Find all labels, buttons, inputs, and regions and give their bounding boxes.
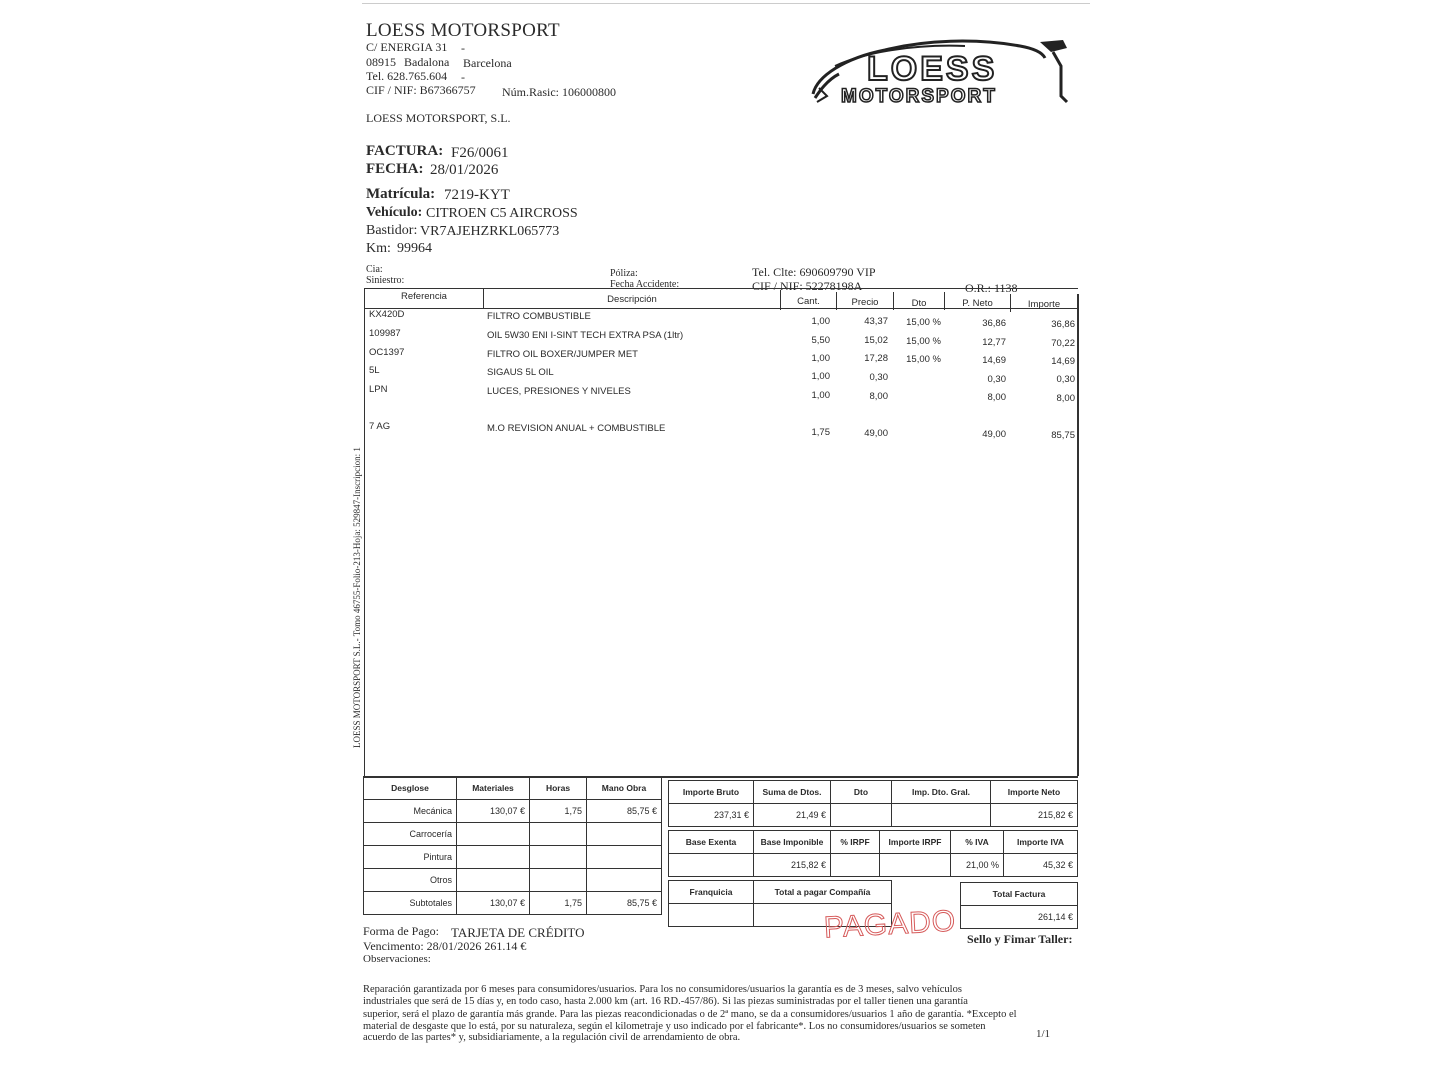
row-4-cant: 1,00 — [811, 371, 830, 382]
totals-table-1 — [668, 780, 1078, 827]
row-1-cant: 1,00 — [811, 316, 830, 327]
client-phone: Tel. Clte: 690609790 VIP — [752, 265, 876, 279]
total-factura-table — [960, 882, 1078, 929]
breakdown-row-materiales: 130,07 € — [457, 800, 530, 823]
breakdown-header-mano-obra: Mano Obra — [587, 777, 662, 800]
row-4-ref: 5L — [369, 365, 380, 376]
row-3-precio: 17,28 — [864, 353, 888, 364]
company-postcode: 08915 — [366, 55, 396, 69]
breakdown-row-horas: 1,75 — [530, 800, 587, 823]
row-4-importe: 0,30 — [1056, 374, 1075, 385]
breakdown-row-mano-obra — [587, 869, 662, 892]
street-separator: - — [461, 41, 465, 55]
matricula-label: Matrícula: — [366, 186, 436, 202]
header-dto-total: Dto — [831, 781, 892, 804]
header-importe-neto: Importe Neto — [991, 781, 1078, 804]
row-4-precio: 0,30 — [869, 372, 888, 383]
breakdown-row-label: Mecánica — [364, 800, 457, 823]
breakdown-row-mano-obra — [587, 846, 662, 869]
row-6-precio: 49,00 — [864, 428, 888, 439]
breakdown-row-horas — [530, 869, 587, 892]
breakdown-header-horas: Horas — [530, 777, 587, 800]
company-phone: Tel. 628.765.604 — [366, 69, 448, 83]
company-legal-name: LOESS MOTORSPORT, S.L. — [366, 111, 511, 125]
client-cif: CIF / NIF: 52278198A — [752, 279, 863, 293]
table-left-border — [364, 288, 365, 776]
header-referencia: Referencia — [401, 291, 447, 302]
logo-text-bottom: MOTORSPORT — [841, 86, 997, 107]
km-value: 99964 — [397, 241, 432, 256]
row-4-desc: SIGAUS 5L OIL — [487, 367, 554, 378]
row-1-importe: 36,86 — [1051, 319, 1075, 330]
header-precio: Precio — [851, 297, 879, 308]
km-label: Km: — [366, 241, 391, 256]
header-descripcion: Descripción — [607, 294, 657, 305]
breakdown-row-label: Otros — [364, 869, 457, 892]
breakdown-row-materiales — [457, 869, 530, 892]
row-1-desc: FILTRO COMBUSTIBLE — [487, 311, 591, 322]
fecha-label: FECHA: — [366, 161, 424, 177]
importe-iva-value: 45,32 € — [1004, 854, 1078, 877]
company-street: C/ ENERGIA 31 — [366, 40, 448, 54]
totals-table-2 — [668, 830, 1078, 877]
breakdown-row-horas — [530, 823, 587, 846]
legal-line-4: material de desgaste que lo está, por su naturaleza, según el kilometraje y uso indicado por el fabricante*. Los no consumidores/usuarios se someten — [363, 1021, 986, 1032]
header-cantidad: Cant. — [797, 296, 820, 307]
header-total-compania: Total a pagar Compañía — [754, 881, 892, 904]
legal-line-1: Reparación garantizada por 6 meses para consumidores/usuarios. Para los no consumidores/usuarios la garantía es de 3 meses, salvo vehículos — [363, 984, 962, 995]
vehiculo-value: CITROEN C5 AIRCROSS — [426, 206, 578, 221]
importe-bruto-value: 237,31 € — [669, 804, 754, 827]
header-importe-irpf: Importe IRPF — [880, 831, 951, 854]
company-city: Badalona — [404, 55, 450, 69]
row-6-ref: 7 AG — [369, 421, 391, 432]
imp-dto-gral-value — [892, 804, 991, 827]
row-6-desc: M.O REVISION ANUAL + COMBUSTIBLE — [487, 423, 666, 434]
company-cif: CIF / NIF: B67366757 — [366, 83, 476, 97]
header-p-neto: P. Neto — [962, 298, 993, 309]
breakdown-subtotal-horas: 1,75 — [530, 892, 587, 915]
forma-pago-value: TARJETA DE CRÉDITO — [451, 925, 585, 940]
row-5-ref: LPN — [369, 384, 388, 395]
total-factura-value: 261,14 € — [961, 906, 1078, 929]
irpf-percent-value — [831, 854, 880, 877]
table-right-border — [1077, 294, 1079, 776]
observaciones-label: Observaciones: — [363, 953, 431, 965]
pagado-stamp: PAGADO — [823, 904, 957, 945]
breakdown-row-mano-obra — [587, 823, 662, 846]
phone-separator: - — [461, 70, 465, 84]
importe-neto-value: 215,82 € — [991, 804, 1078, 827]
row-6-pneto: 49,00 — [982, 429, 1006, 440]
row-2-pneto: 12,77 — [982, 337, 1006, 348]
row-1-dto: 15,00 % — [906, 317, 941, 328]
dto-total-value — [831, 804, 892, 827]
header-iva-percent: % IVA — [951, 831, 1004, 854]
fecha-value: 28/01/2026 — [430, 162, 499, 178]
breakdown-row-materiales — [457, 846, 530, 869]
work-order-number: O.R.: 1138 — [965, 281, 1018, 295]
breakdown-subtotal-mano-obra: 85,75 € — [587, 892, 662, 915]
header-base-imponible: Base Imponible — [754, 831, 831, 854]
bastidor-label: Bastidor: — [366, 223, 418, 238]
breakdown-row-mano-obra: 85,75 € — [587, 800, 662, 823]
header-total-factura: Total Factura — [961, 883, 1078, 906]
header-base-exenta: Base Exenta — [669, 831, 754, 854]
row-4-pneto: 0,30 — [987, 374, 1006, 385]
factura-value: F26/0061 — [451, 145, 509, 161]
base-imponible-value: 215,82 € — [754, 854, 831, 877]
siniestro-label: Siniestro: — [366, 275, 405, 286]
page-number: 1/1 — [1036, 1028, 1051, 1040]
row-3-desc: FILTRO OIL BOXER/JUMPER MET — [487, 349, 638, 360]
header-importe-bruto: Importe Bruto — [669, 781, 754, 804]
row-6-cant: 1,75 — [811, 427, 830, 438]
registry-info: LOESS MOTORSPORT S.L.- Tomo 46755-Folio-213-Hoja: 529847-Inscripcion: 1 — [352, 447, 362, 748]
header-imp-dto-gral: Imp. Dto. Gral. — [892, 781, 991, 804]
franquicia-value — [669, 904, 754, 927]
legal-line-2: industriales que será de 15 días y, en todo caso, hasta 2.000 km (art. 16 RD.-457/86). Si las piezas suministradas por el taller tienen una garantía — [363, 996, 968, 1007]
header-importe-iva: Importe IVA — [1004, 831, 1078, 854]
sello-label: Sello y Fimar Taller: — [967, 932, 1073, 946]
row-6-importe: 85,75 — [1051, 430, 1075, 441]
iva-percent-value: 21,00 % — [951, 854, 1004, 877]
company-rasic: Núm.Rasic: 106000800 — [502, 85, 616, 99]
vencimiento: Vencimento: 28/01/2026 261.14 € — [363, 939, 527, 953]
header-irpf-percent: % IRPF — [831, 831, 880, 854]
breakdown-row-label: Carrocería — [364, 823, 457, 846]
row-2-dto: 15,00 % — [906, 336, 941, 347]
header-importe: Importe — [1027, 299, 1061, 310]
row-2-ref: 109987 — [369, 328, 401, 339]
breakdown-header-materiales: Materiales — [457, 777, 530, 800]
row-2-precio: 15,02 — [864, 335, 888, 346]
poliza-label: Póliza: — [610, 268, 638, 279]
header-dto: Dto — [911, 298, 927, 309]
row-3-dto: 15,00 % — [906, 354, 941, 365]
breakdown-row-horas — [530, 846, 587, 869]
row-3-importe: 14,69 — [1051, 356, 1075, 367]
row-5-pneto: 8,00 — [987, 392, 1006, 403]
company-province: Barcelona — [463, 56, 512, 70]
header-suma-dtos: Suma de Dtos. — [754, 781, 831, 804]
row-2-cant: 5,50 — [811, 335, 830, 346]
bastidor-value: VR7AJEHZRKL065773 — [420, 224, 560, 239]
row-5-importe: 8,00 — [1056, 393, 1075, 404]
row-1-pneto: 36,86 — [982, 318, 1006, 329]
breakdown-header-desglose: Desglose — [364, 777, 457, 800]
breakdown-subtotal-materiales: 130,07 € — [457, 892, 530, 915]
top-border — [362, 3, 1090, 4]
row-5-cant: 1,00 — [811, 390, 830, 401]
breakdown-table — [363, 776, 662, 915]
company-name: LOESS MOTORSPORT — [366, 20, 560, 41]
factura-label: FACTURA: — [366, 143, 444, 159]
company-logo — [805, 36, 1077, 116]
base-exenta-value — [669, 854, 754, 877]
row-3-ref: OC1397 — [369, 347, 405, 358]
breakdown-row-materiales — [457, 823, 530, 846]
cia-label: Cia: — [366, 264, 383, 275]
row-2-desc: OIL 5W30 ENI I-SINT TECH EXTRA PSA (1ltr) — [487, 330, 684, 341]
table-top-border — [364, 288, 1078, 289]
row-3-cant: 1,00 — [811, 353, 830, 364]
row-3-pneto: 14,69 — [982, 355, 1006, 366]
header-franquicia: Franquicia — [669, 881, 754, 904]
row-5-precio: 8,00 — [869, 391, 888, 402]
fecha-accidente-label: Fecha Accidente: — [610, 279, 680, 290]
breakdown-subtotal-label: Subtotales — [364, 892, 457, 915]
logo-text-top: LOESS — [867, 50, 998, 88]
legal-line-3: superior, será el plazo de garantía más grande. Para las piezas reacondicionadas o de 2ª mano, se da a consumidores/usuarios 1 año de garantía. *Excepto el — [363, 1009, 1017, 1020]
row-2-importe: 70,22 — [1051, 338, 1075, 349]
row-1-precio: 43,37 — [864, 316, 888, 327]
row-1-ref: KX420D — [369, 309, 405, 320]
importe-irpf-value — [880, 854, 951, 877]
breakdown-row-label: Pintura — [364, 846, 457, 869]
legal-line-5: acuerdo de las partes* y, subsidiariamente, a la regulación civil de arrendamiento de obra. — [363, 1032, 741, 1043]
vehiculo-label: Vehículo: — [366, 205, 423, 220]
row-5-desc: LUCES, PRESIONES Y NIVELES — [487, 386, 631, 397]
suma-dtos-value: 21,49 € — [754, 804, 831, 827]
forma-pago-label: Forma de Pago: — [363, 924, 439, 938]
matricula-value: 7219-KYT — [444, 187, 510, 203]
